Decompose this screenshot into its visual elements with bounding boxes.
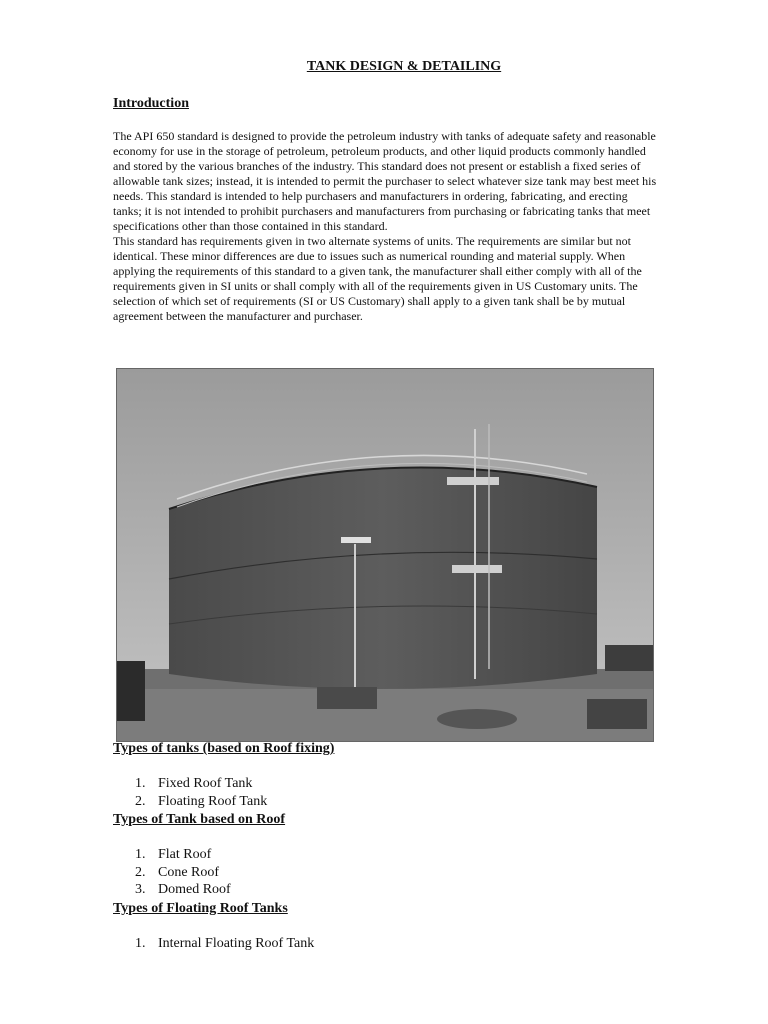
list-item: 1. Flat Roof — [135, 847, 212, 862]
document-title: TANK DESIGN & DETAILING — [306, 59, 502, 74]
section-heading-floating-roof: Types of Floating Roof Tanks — [113, 901, 288, 916]
list-roof-fixing — [113, 775, 267, 810]
list-item: 1. Internal Floating Roof Tank — [135, 936, 315, 951]
section-heading-roof-fixing: Types of tanks (based on Roof fixing) — [113, 741, 335, 756]
intro-paragraph-1: The API 650 standard is designed to provide the petroleum industry with tanks of adequate safety and reasonable economy for use in the storage of petroleum, petroleum products, and other liquid products commonly handled and stored by the various branches of the industry. This standard does not present or establish a fixed series of allowable tank sizes; instead, it is intended to permit the purchaser to select whatever size tank may best meet his needs. This standard is intended to help purchasers and manufacturers in ordering, fabricating, and erecting tanks; it is not intended to prohibit purchasers and manufacturers from purchasing or fabricating tanks that meet specifications other than those contained in this standard. — [113, 129, 657, 233]
storage-tank-photo — [116, 368, 654, 742]
list-floating-roof — [113, 935, 314, 953]
list-item: 2. Cone Roof — [135, 864, 220, 880]
introduction-heading: Introduction — [113, 96, 189, 111]
list-roof-type — [113, 846, 231, 899]
list-item: 2. Floating Roof Tank — [135, 793, 268, 809]
section-heading-roof-type: Types of Tank based on Roof — [113, 812, 286, 827]
intro-paragraph-2: This standard has requirements given in two alternate systems of units. The requirements are similar but not identical. These minor differences are due to issues such as numerical rounding and material supply. When applying the requirements of this standard to a given tank, the manufacturer shall either comply with all of the requirements given in SI units or shall comply with all of the requirements given in US Customary units. The selection of which set of requirements (SI or US Customary) shall apply to a given tank shall be by mutual agreement between the manufacturer and purchaser. — [113, 234, 642, 323]
list-item: 3. Domed Roof — [135, 882, 231, 897]
list-item: 1. Fixed Roof Tank — [135, 776, 253, 791]
